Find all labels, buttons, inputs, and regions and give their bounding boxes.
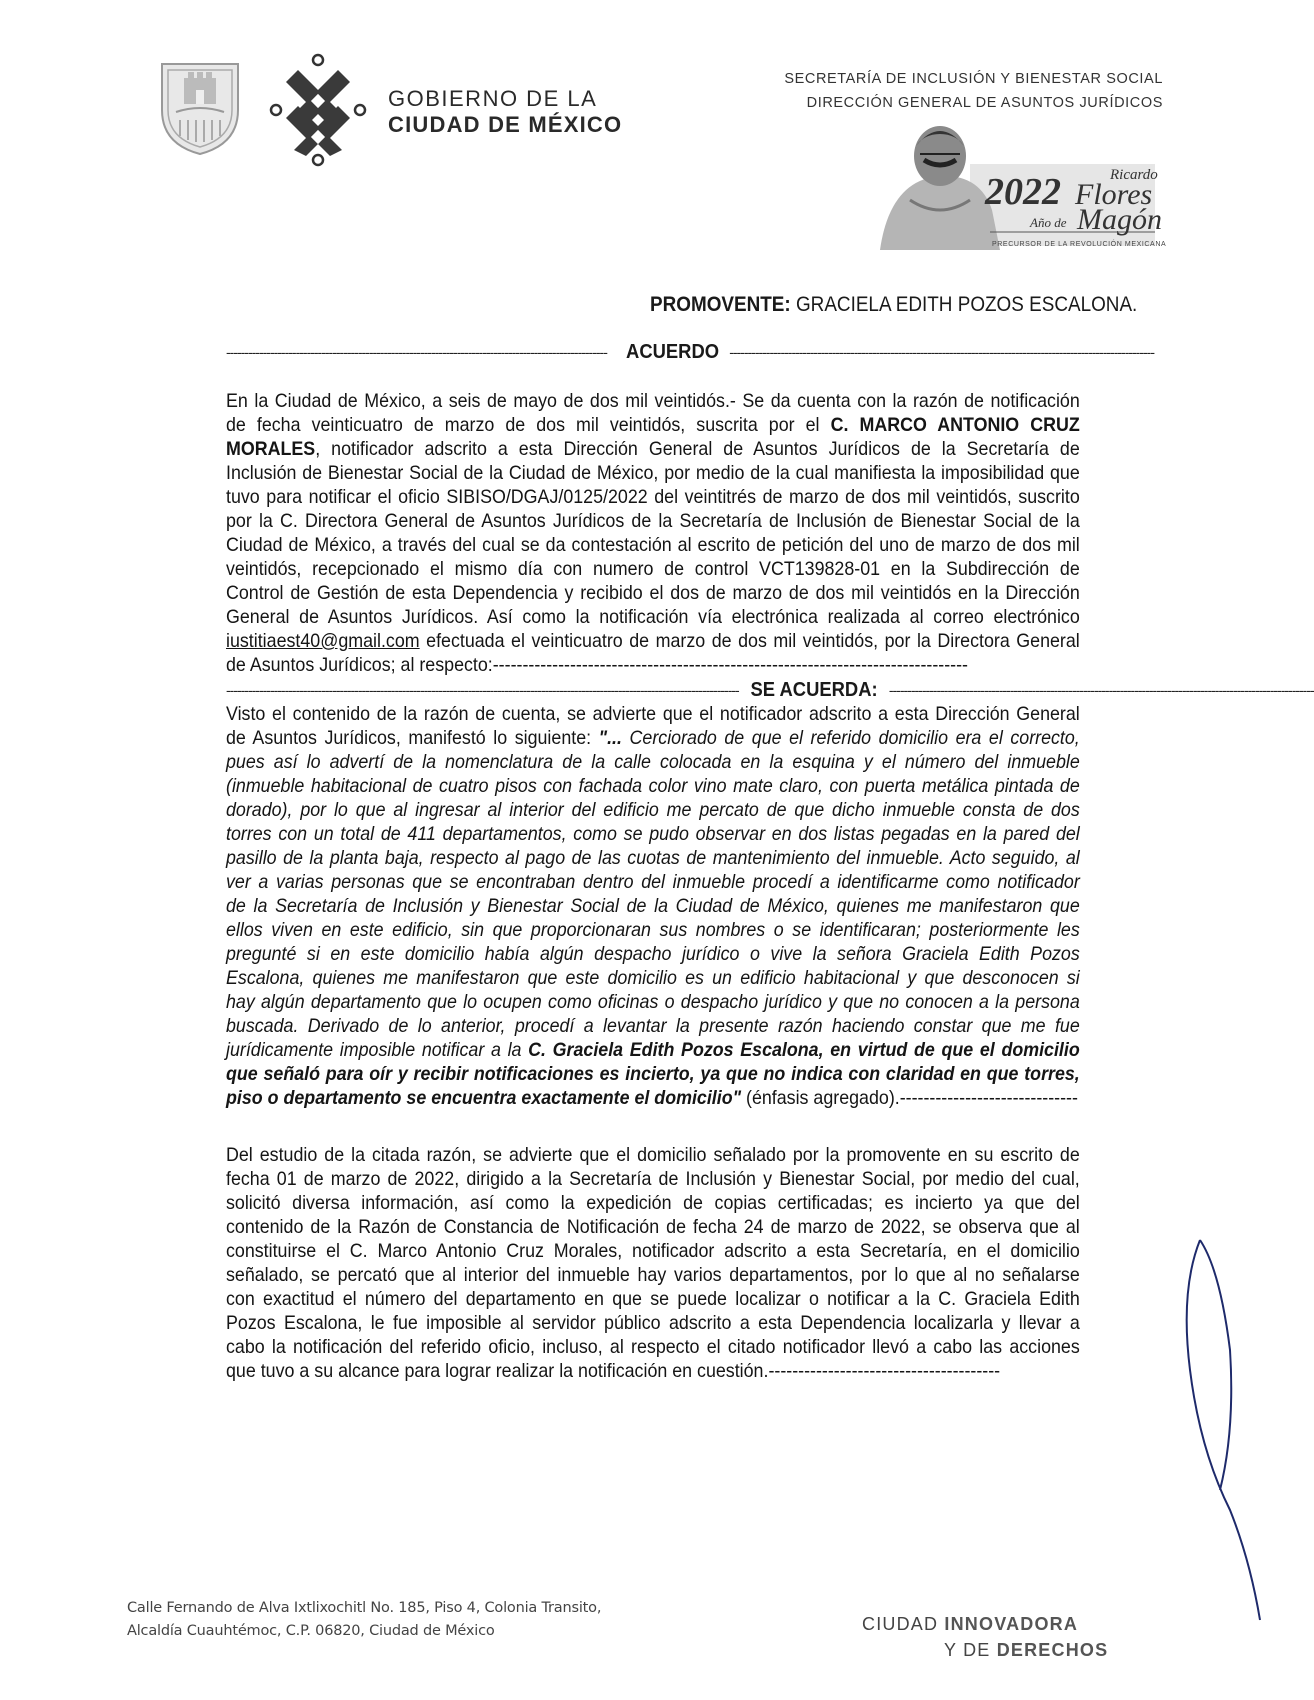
- heading-dashes: --------------------------------------------------------------------------------------------------------------------------------------------: [226, 682, 739, 698]
- para2-line: pasillo de la planta baja, respecto al pago de las cuotas de mantenimiento del inmueble. Acto seguido, al: [226, 847, 1080, 869]
- para1-line: tuvo para notificar el oficio SIBISO/DGAJ/0125/2022 del veintitrés de marzo de dos mil veintidós, suscrito: [226, 486, 1080, 508]
- para2-line: buscada. Derivado de lo anterior, procedí a levantar la presente razón haciendo constar que me fue: [226, 1015, 1080, 1037]
- para1-line: Control de Gestión de esta Dependencia y recibido el dos de marzo de dos mil veintidós en la Dirección: [226, 582, 1080, 604]
- notificador-surname: MORALES: [226, 438, 316, 460]
- cdmx-logo: [268, 52, 368, 168]
- para2-line: de la Secretaría de Inclusión y Bienestar Social de la Ciudad de México, quienes me manifestaron que: [226, 895, 1080, 917]
- para2-line: de Asuntos Jurídicos, manifestó lo siguiente: "... Cerciorado de que el referido domicilio era el correcto,: [226, 727, 1080, 749]
- se-acuerda-label: SE ACUERDA:: [750, 678, 878, 701]
- para2-line: torres con un total de 411 departamentos, como se pudo observar en dos listas pegadas en la pared del: [226, 823, 1080, 845]
- heading-dashes: --------------------------------------------------------------------------------------------------------------------: [888, 682, 1314, 698]
- para1-line: veintidós, recepcionado el mismo día con numero de control VCT139828-01 en la Subdirección de: [226, 558, 1080, 580]
- promovente-line: [650, 293, 1137, 317]
- slogan-line1: CIUDAD INNOVADORA: [862, 1614, 1079, 1634]
- para1-line: General de Asuntos Jurídicos. Así como la notificación vía electrónica realizada al correo electrónico: [226, 606, 1080, 628]
- email-link[interactable]: iustitiaest40@gmail.com: [226, 630, 420, 652]
- para1-line: por la C. Directora General de Asuntos Jurídicos de la Secretaría de Inclusión de Bienestar Social de la: [226, 510, 1080, 532]
- para1-line: MORALES, notificador adscrito a esta Dirección General de Asuntos Jurídicos de la Secretaría de: [226, 438, 1080, 460]
- emblem-precursor: PRECURSOR DE LA REVOLUCIÓN MEXICANA: [992, 241, 1167, 248]
- para3-line: cabo la notificación del referido oficio, incluso, al respecto el citado notificador llevó a cabo las acciones: [226, 1336, 1080, 1358]
- emblem-ricardo: Ricardo: [1110, 167, 1158, 183]
- para3-line: con exactitud el número del departamento en que se puede localizar o notificar a la C. Graciela Edith: [226, 1288, 1080, 1310]
- para2-line: piso o departamento se encuentra exactamente el domicilio" (énfasis agregado).------------------------------: [226, 1087, 1078, 1109]
- promovente-label: PROMOVENTE:: [650, 293, 791, 316]
- para1-line: En la Ciudad de México, a seis de mayo de dos mil veintidós.- Se da cuenta con la razón de notificación: [226, 390, 1080, 412]
- para3-line: señalado, se percató que al interior del inmueble hay varios departamentos, por lo que al no señalarse: [226, 1264, 1080, 1286]
- para2-line: dorado), por lo que al ingresar al interior del edificio me percato de que dicho inmueble consta de dos: [226, 799, 1080, 821]
- para1-line: de Asuntos Jurídicos; al respecto:--------------------------------------------------------------------------------: [226, 654, 969, 676]
- para2-line: jurídicamente imposible notificar a la C. Graciela Edith Pozos Escalona, en virtud de que el domicilio: [226, 1039, 1080, 1061]
- emblem-magon: Magón: [1077, 203, 1162, 236]
- para2-line: ellos viven en este edificio, sin que proporcionaran sus nombres o se identificaran; posteriormente les: [226, 919, 1080, 941]
- acuerdo-heading: [226, 340, 1154, 364]
- gov-title-line1: GOBIERNO DE LA: [388, 86, 598, 111]
- handwritten-signature: [1180, 1230, 1280, 1630]
- para3-line: solicitó diversa información, así como la expedición de copias certificadas; es incierto ya que del: [226, 1192, 1080, 1214]
- para2-line: pues así lo advertí de la nomenclatura de la calle colocada en la esquina y el número del inmueble: [226, 751, 1080, 773]
- notificador-name: C. MARCO ANTONIO CRUZ: [830, 414, 1080, 436]
- para3-line: Pozos Escalona, le fue imposible al servidor público adscrito a esta Dependencia localizarla y llevar a: [226, 1312, 1080, 1334]
- emblem-year: 2022: [985, 171, 1061, 213]
- para3-line: contenido de la Razón de Constancia de Notificación de fecha 24 de marzo de 2022, se observa que al: [226, 1216, 1080, 1238]
- para3-line: Del estudio de la citada razón, se advierte que el domicilio señalado por la promovente en su escrito de: [226, 1144, 1080, 1166]
- secretaria-name: SECRETARÍA DE INCLUSIÓN Y BIENESTAR SOCIAL: [784, 71, 1163, 87]
- para3-line: que tuvo a su alcance para lograr realizar la notificación en cuestión.---------------------------------------: [226, 1360, 1001, 1382]
- para2-line: hay algún departamento que lo ocupen como oficinas o despacho jurídico y que no conocen a la persona: [226, 991, 1080, 1013]
- para2-line: ver a varias personas que se encontraban dentro del inmueble procedí a identificarme como notificador: [226, 871, 1080, 893]
- para1-line: Ciudad de México, a través del cual se da contestación al escrito de petición del uno de marzo de dos mil: [226, 534, 1080, 556]
- para3-line: fecha 01 de marzo de 2022, dirigido a la Secretaría de Inclusión y Bienestar Social, por medio del cual,: [226, 1168, 1080, 1190]
- emblem-flores: Flores: [1075, 178, 1153, 211]
- slogan-line2: Y DE DERECHOS: [944, 1640, 1109, 1660]
- heading-dashes: --------------------------------------------------------------------------------------------------------: [226, 344, 607, 360]
- gov-title-line2: CIUDAD DE MÉXICO: [388, 112, 623, 137]
- para1-line: iustitiaest40@gmail.com efectuada el veinticuatro de marzo de dos mil veintidós, por la Directora General: [226, 630, 1080, 652]
- se-acuerda-heading: [226, 678, 1314, 702]
- para2-line: Visto el contenido de la razón de cuenta, se advierte que el notificador adscrito a esta Dirección General: [226, 703, 1080, 725]
- para2-line: que señaló para oír y recibir notificaciones es incierto, ya que no indica con claridad en que torres,: [226, 1063, 1080, 1085]
- heading-dashes: --------------------------------------------------------------------------------------------------------------------: [729, 344, 1154, 360]
- promovente-name: GRACIELA EDITH POZOS ESCALONA.: [795, 293, 1138, 316]
- direccion-name: DIRECCIÓN GENERAL DE ASUNTOS JURÍDICOS: [806, 95, 1163, 111]
- para2-line: pregunté si en este domicilio había algún despacho jurídico o vive la señora Graciela Edith Pozos: [226, 943, 1080, 965]
- para1-line: de fecha veinticuatro de marzo de dos mil veintidós, suscrita por el C. MARCO ANTONIO CRUZ: [226, 414, 1080, 436]
- para2-line: Escalona, quienes me manifestaron que este domicilio es un edificio habitacional y que desconocen si: [226, 967, 1080, 989]
- coat-of-arms-logo: [158, 60, 242, 156]
- emblem-ano-de: Año de: [1030, 215, 1067, 230]
- para2-line: (inmueble habitacional de cuatro pisos con fachada color vino mate claro, con puerta metálica pintada de: [226, 775, 1080, 797]
- acuerdo-label: ACUERDO: [626, 340, 720, 363]
- para3-line: constituirse el C. Marco Antonio Cruz Morales, notificador adscrito a esta Secretaría, en el domicilio: [226, 1240, 1080, 1262]
- para1-line: Inclusión de Bienestar Social de la Ciudad de México, por medio de la cual manifiesta la imposibilidad que: [226, 462, 1080, 484]
- footer-address-line1: Calle Fernando de Alva Ixtlixochitl No. 185, Piso 4, Colonia Transito,: [127, 1600, 602, 1616]
- footer-address-line2: Alcaldía Cuauhtémoc, C.P. 06820, Ciudad de México: [127, 1623, 495, 1639]
